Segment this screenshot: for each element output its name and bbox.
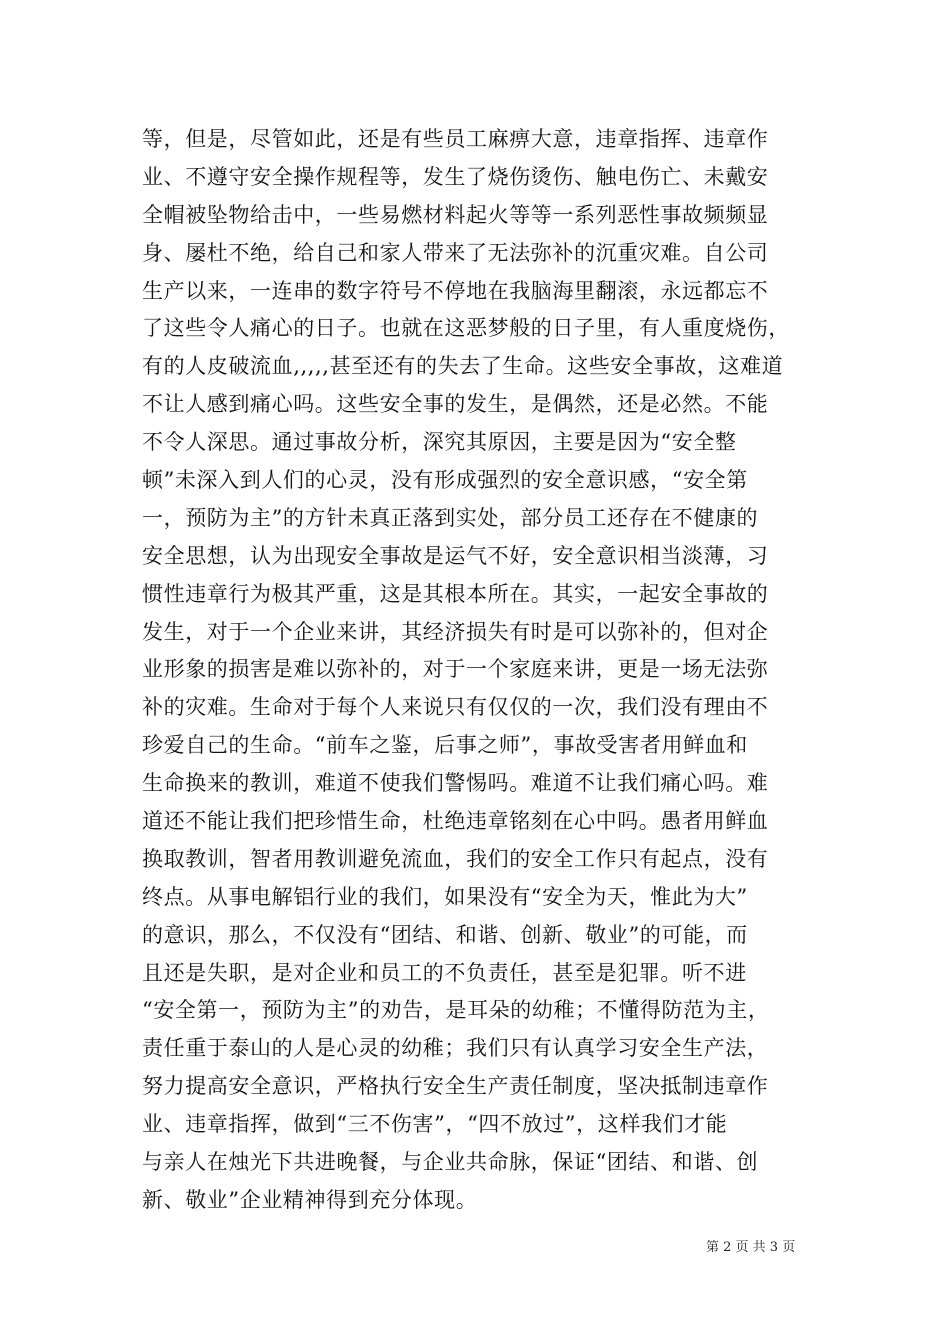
- text-line: 生命换来的教训，难道不使我们警惕吗。难道不让我们痛心吗。难: [142, 771, 769, 796]
- text-line: 有的人皮破流血,,,,,甚至还有的失去了生命。这些安全事故，这难道: [142, 354, 784, 379]
- text-line: 道还不能让我们把珍惜生命，杜绝违章铭刻在心中吗。愚者用鲜血: [142, 809, 769, 834]
- text-line: 终点。从事电解铝行业的我们，如果没有“安全为天，惟此为大”: [142, 884, 748, 909]
- text-line: 不让人感到痛心吗。这些安全事的发生，是偶然，还是必然。不能: [142, 392, 769, 417]
- text-line: 的意识，那么，不仅没有“团结、和谐、创新、敬业”的可能，而: [142, 922, 748, 947]
- text-line: 生产以来，一连串的数字符号不停地在我脑海里翻滚，永远都忘不: [142, 278, 769, 303]
- text-line: 身、屡杜不绝，给自己和家人带来了无法弥补的沉重灾难。自公司: [142, 240, 769, 265]
- text-line: 珍爱自己的生命。“前车之鉴，后事之师”，事故受害者用鲜血和: [142, 733, 748, 758]
- text-line: 业、不遵守安全操作规程等，发生了烧伤烫伤、触电伤亡、未戴安: [142, 164, 769, 189]
- text-line: 顿”未深入到人们的心灵，没有形成强烈的安全意识感，“安全第: [142, 468, 748, 493]
- text-line: 业、违章指挥，做到“三不伤害”，“四不放过”，这样我们才能: [142, 1112, 728, 1137]
- text-line: 一，预防为主”的方针未真正落到实处，部分员工还存在不健康的: [142, 505, 759, 530]
- text-line: 了这些令人痛心的日子。也就在这恶梦般的日子里，有人重度烧伤，: [142, 316, 790, 341]
- text-line: 努力提高安全意识，严格执行安全生产责任制度，坚决抵制违章作: [142, 1074, 769, 1099]
- text-line: 不令人深思。通过事故分析，深究其原因，主要是因为“安全整: [142, 430, 737, 455]
- text-line: 发生，对于一个企业来讲，其经济损失有时是可以弥补的，但对企: [142, 619, 769, 644]
- text-line: 全帽被坠物给击中，一些易燃材料起火等等一系列恶性事故频频显: [142, 202, 769, 227]
- text-line: 新、敬业”企业精神得到充分体现。: [142, 1187, 478, 1212]
- text-line: 安全思想，认为出现安全事故是运气不好，安全意识相当淡薄，习: [142, 543, 769, 568]
- text-line: 换取教训，智者用教训避免流血，我们的安全工作只有起点，没有: [142, 846, 769, 871]
- page-number-footer: 第 2 页 共 3 页: [706, 1240, 796, 1255]
- text-line: “安全第一，预防为主”的劝告，是耳朵的幼稚；不懂得防范为主，: [142, 998, 770, 1023]
- text-line: 责任重于泰山的人是心灵的幼稚；我们只有认真学习安全生产法，: [142, 1036, 769, 1061]
- text-line: 与亲人在烛光下共进晚餐，与企业共命脉，保证“团结、和谐、创: [142, 1150, 759, 1175]
- text-line: 惯性违章行为极其严重，这是其根本所在。其实，一起安全事故的: [142, 581, 769, 606]
- text-line: 业形象的损害是难以弥补的，对于一个家庭来讲，更是一场无法弥: [142, 657, 769, 682]
- body-paragraph: [142, 121, 822, 1220]
- text-line: 补的灾难。生命对于每个人来说只有仅仅的一次，我们没有理由不: [142, 695, 769, 720]
- text-line: 且还是失职，是对企业和员工的不负责任，甚至是犯罪。听不进: [142, 960, 747, 985]
- text-line: 等，但是，尽管如此，还是有些员工麻痹大意，违章指挥、违章作: [142, 127, 769, 151]
